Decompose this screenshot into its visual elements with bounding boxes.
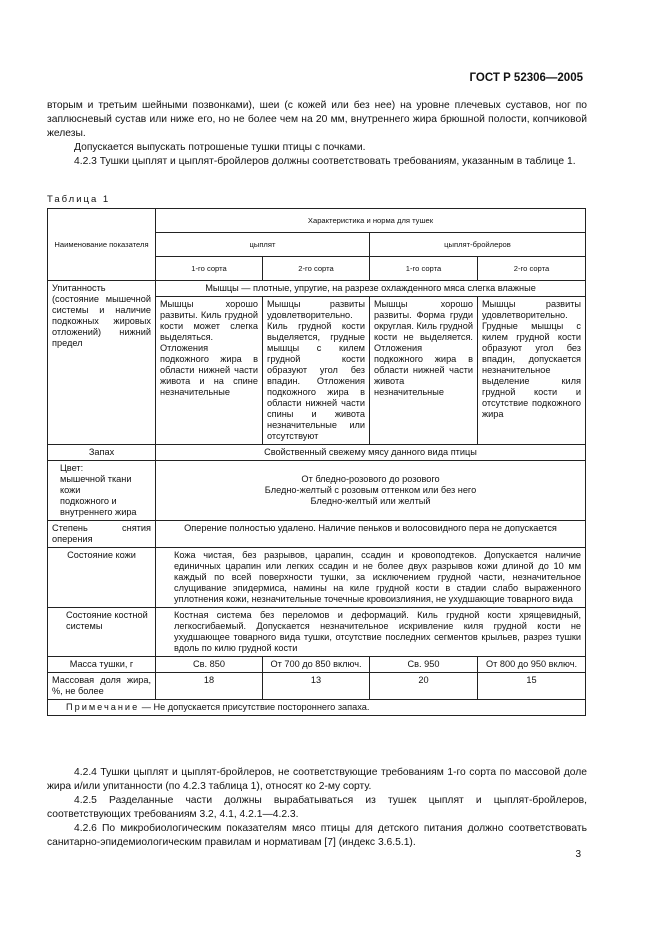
row-smell-label: Запах xyxy=(48,445,156,461)
clause-4-2-3: 4.2.3 Тушки цыплят и цыплят-бройлеров должны соответствовать требованиям, указанным в таблице 1. xyxy=(74,156,576,167)
row-fat-chickens-grade2: 13 xyxy=(263,673,370,700)
row-fatness-chickens-grade1: Мышцы хорошо развиты. Киль грудной кости может слегка выделяться. Отложения подкожного жира в области нижней части живота и на спине незначительные xyxy=(156,297,263,445)
row-bone-label: Состояние костной системы xyxy=(48,608,156,657)
header-broilers-grade1: 1-го сорта xyxy=(370,257,478,281)
row-feather-value: Оперение полностью удалено. Наличие пеньков и волосовидного пера не допускается xyxy=(156,521,586,548)
row-feather-label: Степень снятия оперения xyxy=(48,521,156,548)
intro-paragraph-kidneys: Допускается выпускать потрошеные тушки птицы с почками. xyxy=(74,142,366,153)
note-label: Примечание xyxy=(66,702,140,712)
standard-number: ГОСТ Р 52306—2005 xyxy=(469,72,583,84)
row-fatness-chickens-grade2: Мышцы развиты удовлетворительно. Киль грудной кости выделяется, грудные мышцы с килем грудной кости образуют угол без впадин. Отложения подкожного жира в области нижней части спины и живота незначительные или отсутствуют xyxy=(263,297,370,445)
table-caption: Таблица 1 xyxy=(47,194,111,205)
header-broilers-grade2: 2-го сорта xyxy=(478,257,586,281)
color-muscle: От бледно-розового до розового xyxy=(301,474,440,484)
row-fatness-broilers-grade1: Мышцы хорошо развиты. Форма груди округлая. Киль грудной кости не выделяется. Отложения подкожного жира в области нижней части живота незначительные xyxy=(370,297,478,445)
page-number: 3 xyxy=(575,849,581,860)
row-fatness-broilers-grade2: Мышцы развиты удовлетворительно. Грудные мышцы с килем грудной кости образуют угол без впадин, допускается незначительное выделение киля грудной кости и отсутствие подкожного жира xyxy=(478,297,586,445)
row-mass-chickens-grade2: От 700 до 850 включ. xyxy=(263,657,370,673)
color-skin: Бледно-желтый с розовым оттенком или без него xyxy=(264,485,477,495)
row-skin-label: Состояние кожи xyxy=(48,548,156,608)
row-mass-broilers-grade2: От 800 до 950 включ. xyxy=(478,657,586,673)
color-subitems: мышечной ткани кожи подкожного и внутреннего жира xyxy=(60,474,137,517)
row-smell-value: Свойственный свежему мясу данного вида птицы xyxy=(156,445,586,461)
row-fat-label: Массовая доля жира, %, не более xyxy=(48,673,156,700)
row-mass-chickens-grade1: Св. 850 xyxy=(156,657,263,673)
clause-4-2-5: 4.2.5 Разделанные части должны вырабатываться из тушек цыплят и цыплят-бройлеров, соответствующих требованиям 3.2, 4.1, 4.2.1—4.2.3. xyxy=(47,795,587,820)
row-color-label xyxy=(48,461,156,521)
header-chickens-grade2: 2-го сорта xyxy=(263,257,370,281)
requirements-table xyxy=(47,208,586,716)
row-skin-value: Кожа чистая, без разрывов, царапин, ссадин и кровоподтеков. Допускается наличие единичных царапин или легких ссадин и не более двух разрывов кожи длиной до 10 мм каждый по всей поверхности тушки, за исключением грудной части, незначительное слущивание эпидермиса, намины на киле грудной кости в стадии слабо выраженного уплотнения кожи, незначительные точечные кровоизлияния, не ухудшающие товарного вида xyxy=(156,548,586,608)
row-fat-broilers-grade2: 15 xyxy=(478,673,586,700)
row-fat-chickens-grade1: 18 xyxy=(156,673,263,700)
row-bone-value: Костная система без переломов и деформаций. Киль грудной кости хрящевидный, легкосгибаемый. Допускается незначительное искривление киля грудной кости не ухудшающее товарного вида тушки, отсутствие последних сегментов крыльев, разрез тушки вдоль по килю грудной кости xyxy=(156,608,586,657)
row-fatness-common: Мышцы — плотные, упругие, на разрезе охлажденного мяса слегка влажные xyxy=(156,281,586,297)
table-note xyxy=(48,700,586,716)
row-fat-broilers-grade1: 20 xyxy=(370,673,478,700)
color-title: Цвет: xyxy=(60,463,84,473)
note-text: — Не допускается присутствие постороннего запаха. xyxy=(139,702,370,712)
header-indicator: Наименование показателя xyxy=(48,209,156,281)
header-chickens: цыплят xyxy=(156,233,370,257)
color-fat: Бледно-желтый или желтый xyxy=(310,496,431,506)
row-color-values xyxy=(156,461,586,521)
header-chickens-grade1: 1-го сорта xyxy=(156,257,263,281)
clause-4-2-6: 4.2.6 По микробиологическим показателям мясо птицы для детского питания должно соответствовать санитарно-эпидемиологическим правилам и нормативам [7] (индекс 3.6.5.1). xyxy=(47,823,587,848)
header-characteristic: Характеристика и норма для тушек xyxy=(156,209,586,233)
header-broilers: цыплят-бройлеров xyxy=(370,233,586,257)
row-mass-broilers-grade1: Св. 950 xyxy=(370,657,478,673)
row-fatness-label: Упитанность (состояние мышечной системы и наличие подкожных жировых отложений) нижний предел xyxy=(48,281,156,445)
row-mass-label: Масса тушки, г xyxy=(48,657,156,673)
intro-paragraph-continuation: вторым и третьим шейными позвонками), шеи (с кожей или без нее) на уровне плечевых суставов, ног по заплюсневый сустав или ниже его, но не более чем на 20 мм, внутреннего жира брюшной полости, копчиковой железы. xyxy=(47,100,587,139)
clause-4-2-4: 4.2.4 Тушки цыплят и цыплят-бройлеров, не соответствующие требованиям 1-го сорта по массовой доле жира и/или упитанности (по 4.2.3 таблица 1), относят ко 2-му сорту. xyxy=(47,767,587,792)
